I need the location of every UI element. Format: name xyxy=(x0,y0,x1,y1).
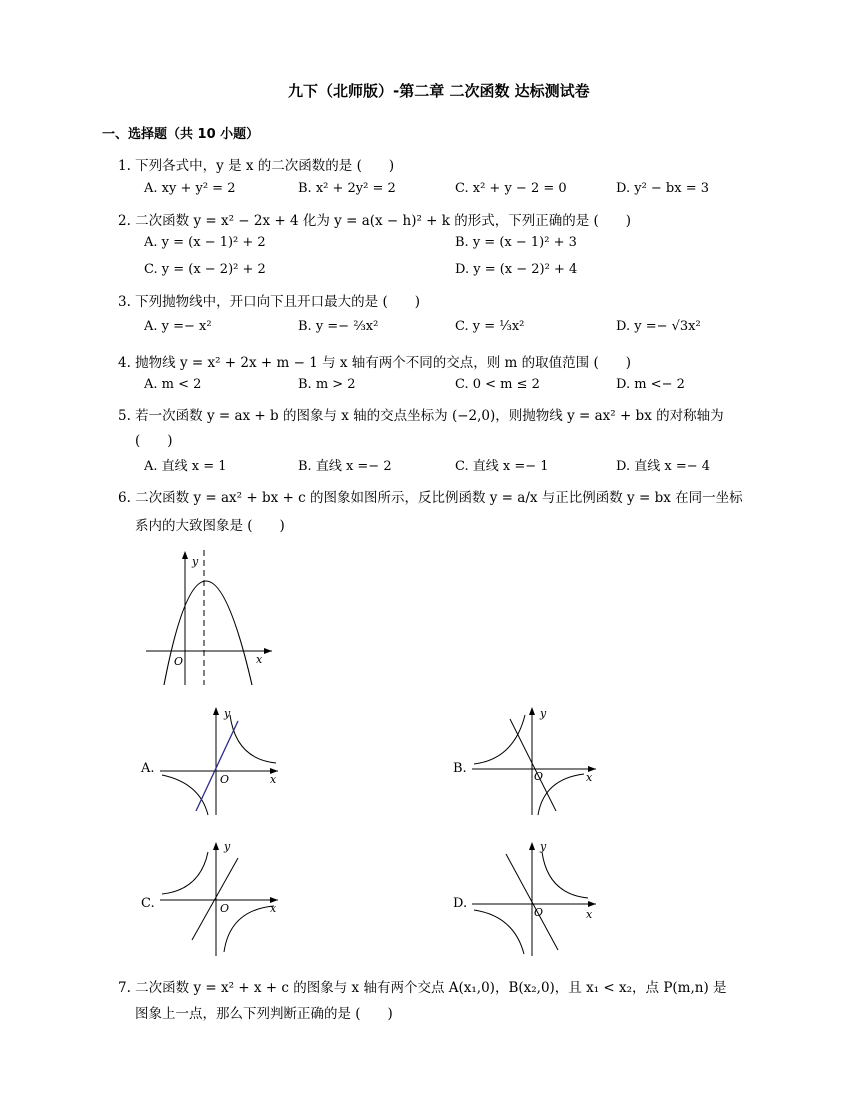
y-axis-arrow xyxy=(213,707,219,715)
question-6-option-a-label: A. xyxy=(141,761,155,776)
question-4-option-b: B. m > 2 xyxy=(298,377,356,392)
question-1-option-d: D. y² − bx = 3 xyxy=(616,181,710,196)
section-heading: 一、选择题（共 10 小题） xyxy=(102,127,260,142)
y-axis-arrow xyxy=(213,842,219,850)
hyperbola-upper xyxy=(474,715,525,764)
question-2-option-b: B. y = (x − 1)² + 3 xyxy=(455,235,577,250)
page-title: 九下（北师版）-第二章 二次函数 达标测试卷 xyxy=(288,82,590,100)
x-axis-label: x xyxy=(586,908,593,921)
option-d-graph xyxy=(470,838,600,958)
question-2-option-a: A. y = (x − 1)² + 2 xyxy=(144,235,266,250)
y-axis-label: y xyxy=(224,840,231,853)
hyperbola-lower xyxy=(474,910,524,954)
question-6-option-b-label: B. xyxy=(453,761,467,776)
question-3-option-c: C. y = ⅓x² xyxy=(455,319,525,334)
x-axis-arrow xyxy=(264,648,272,654)
question-5-option-b: B. 直线 x =− 2 xyxy=(298,459,392,474)
question-4-option-c: C. 0 < m ≤ 2 xyxy=(455,377,540,392)
question-1-stem: 1. 下列各式中，y 是 x 的二次函数的是 ( ) xyxy=(118,158,395,174)
question-6-stem-line1: 6. 二次函数 y = ax² + bx + c 的图象如图所示，反比例函数 y = a/x 与正比例函数 y = bx 在同一坐标 xyxy=(118,490,743,506)
x-axis-arrow xyxy=(588,901,596,907)
question-4-stem: 4. 抛物线 y = x² + 2x + m − 1 与 x 轴有两个不同的交点，则 m 的取值范围 ( ) xyxy=(118,355,631,371)
question-5-option-d: D. 直线 x =− 4 xyxy=(616,459,711,474)
question-6-stem-line2: 系内的大致图象是 ( ) xyxy=(135,518,285,534)
x-axis-label: x xyxy=(586,771,593,784)
question-3-option-a: A. y =− x² xyxy=(144,319,212,334)
question-7-stem-line2: 图象上一点，那么下列判断正确的是 ( ) xyxy=(135,1006,393,1022)
x-axis-label: x xyxy=(270,773,277,786)
origin-label: O xyxy=(220,902,230,915)
origin-label: O xyxy=(174,655,184,668)
hyperbola-lower xyxy=(224,906,274,952)
question-1-option-b: B. x² + 2y² = 2 xyxy=(298,181,396,196)
linear-line xyxy=(192,858,238,940)
question-1-option-a: A. xy + y² = 2 xyxy=(144,181,236,196)
parabola-curve xyxy=(164,581,252,685)
linear-line xyxy=(510,719,556,811)
y-axis-label: y xyxy=(224,707,231,720)
question-3-option-d: D. y =− √3x² xyxy=(616,319,701,334)
question-5-option-a: A. 直线 x = 1 xyxy=(144,459,227,474)
y-axis-arrow xyxy=(529,842,535,850)
question-5-option-c: C. 直线 x =− 1 xyxy=(455,459,549,474)
origin-label: O xyxy=(220,773,230,786)
y-axis-label: y xyxy=(192,555,199,568)
question-4-option-d: D. m <− 2 xyxy=(616,377,685,392)
question-4-option-a: A. m < 2 xyxy=(144,377,202,392)
question-5-stem-line2: ( ) xyxy=(135,433,173,449)
question-6-option-c-label: C. xyxy=(141,896,155,911)
y-axis-label: y xyxy=(540,707,547,720)
question-2-stem: 2. 二次函数 y = x² − 2x + 4 化为 y = a(x − h)² + k 的形式，下列正确的是 ( ) xyxy=(118,213,632,229)
question-6-option-d-label: D. xyxy=(453,896,468,911)
linear-line xyxy=(196,721,238,811)
option-a-graph xyxy=(158,703,283,818)
option-c-graph xyxy=(158,838,283,958)
origin-label: O xyxy=(534,906,544,919)
question-2-option-d: D. y = (x − 2)² + 4 xyxy=(455,262,578,277)
hyperbola-lower xyxy=(538,774,584,815)
question-5-stem-line1: 5. 若一次函数 y = ax + b 的图象与 x 轴的交点坐标为 (−2,0)，则抛物线 y = ax² + bx 的对称轴为 xyxy=(118,408,724,424)
question-3-stem: 3. 下列抛物线中，开口向下且开口最大的是 ( ) xyxy=(118,294,420,310)
option-b-graph xyxy=(470,703,600,818)
parabola-figure xyxy=(140,545,280,690)
y-axis-arrow xyxy=(529,707,535,715)
question-1-option-c: C. x² + y − 2 = 0 xyxy=(455,181,567,196)
question-7-stem-line1: 7. 二次函数 y = x² + x + c 的图象与 x 轴有两个交点 A(x₁,0)，B(x₂,0)，且 x₁ < x₂，点 P(m,n) 是 xyxy=(118,980,727,996)
hyperbola-upper xyxy=(542,852,588,898)
question-3-option-b: B. y =− ⅔x² xyxy=(298,319,379,334)
x-axis-label: x xyxy=(256,653,263,666)
y-axis-arrow xyxy=(182,551,188,559)
hyperbola-upper xyxy=(162,852,208,894)
x-axis-label: x xyxy=(270,902,277,915)
hyperbola-lower xyxy=(162,775,208,815)
origin-label: O xyxy=(534,770,544,783)
question-2-option-c: C. y = (x − 2)² + 2 xyxy=(144,262,266,277)
y-axis-label: y xyxy=(540,840,547,853)
